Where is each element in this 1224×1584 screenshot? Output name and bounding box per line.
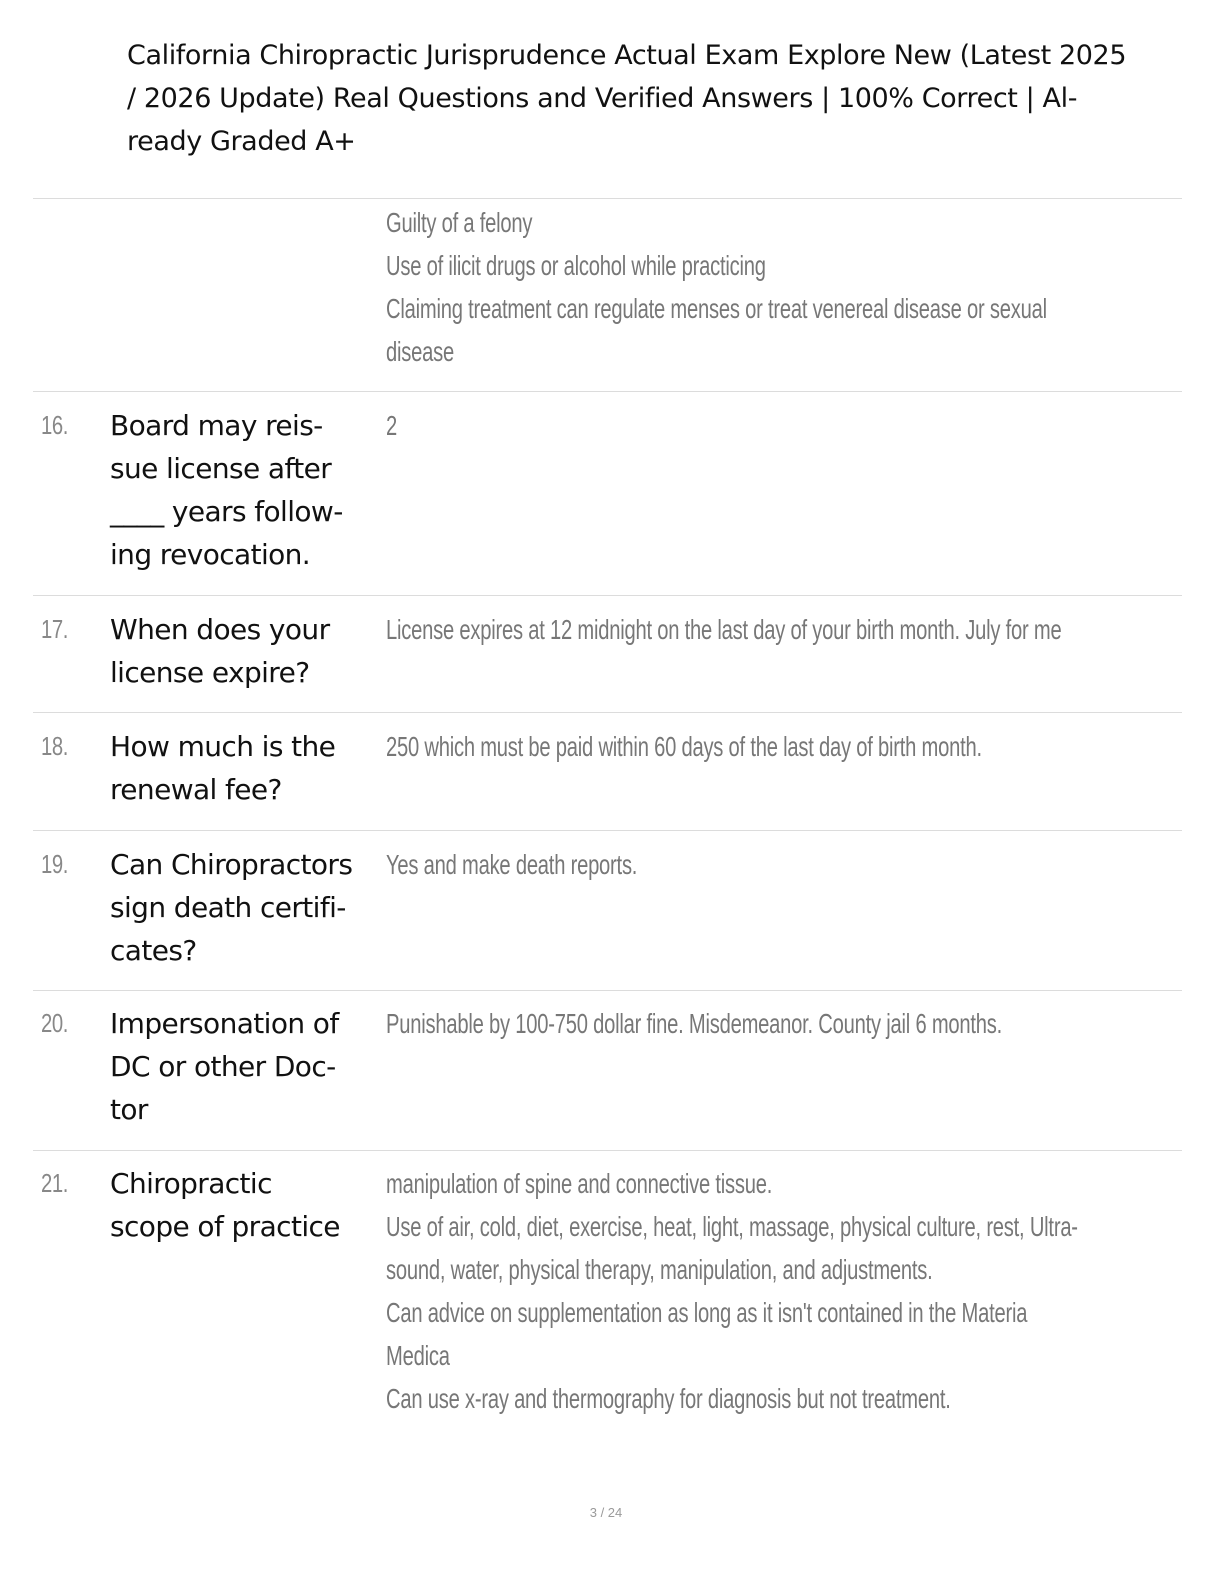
answer-line: License expires at 12 midnight on the last day of your birth month. July for me bbox=[386, 614, 1062, 645]
question-line: Impersonation of bbox=[110, 1007, 339, 1040]
question-number: 16. bbox=[41, 410, 69, 440]
answer-line: Can use x-ray and thermography for diagnosis but not treatment. bbox=[386, 1383, 951, 1414]
answer-line: Guilty of a felony bbox=[386, 207, 533, 238]
question-line: DC or other Doc- bbox=[110, 1050, 336, 1083]
question-number: 19. bbox=[41, 849, 69, 879]
title-line: ready Graded A+ bbox=[127, 126, 356, 157]
row-divider bbox=[33, 1150, 1182, 1151]
question-text bbox=[110, 404, 385, 576]
answer-line: disease bbox=[386, 336, 454, 367]
continued-answer bbox=[386, 201, 1047, 373]
question-number: 20. bbox=[41, 1008, 69, 1038]
question-number: 18. bbox=[41, 731, 69, 761]
question-line: Can Chiropractors bbox=[110, 848, 353, 881]
row-divider bbox=[33, 595, 1182, 596]
answer-line: Can advice on supplementation as long as it isn't contained in the Materia bbox=[386, 1297, 1028, 1328]
question-line: ____ years follow- bbox=[110, 495, 343, 528]
question-line: renewal fee? bbox=[110, 773, 282, 806]
question-line: scope of practice bbox=[110, 1210, 340, 1243]
answer-text bbox=[386, 1162, 1078, 1420]
answer-line: Punishable by 100-750 dollar fine. Misdemeanor. County jail 6 months. bbox=[386, 1008, 1003, 1039]
question-line: sign death certifi- bbox=[110, 891, 346, 924]
question-number: 17. bbox=[41, 614, 69, 644]
answer-text bbox=[386, 1002, 1002, 1045]
question-line: Board may reis- bbox=[110, 409, 323, 442]
title-line: California Chiropractic Jurisprudence Actual Exam Explore New (Latest 2025 bbox=[127, 40, 1127, 71]
question-line: cates? bbox=[110, 934, 197, 967]
question-line: Chiropractic bbox=[110, 1167, 272, 1200]
answer-line: sound, water, physical therapy, manipulation, and adjustments. bbox=[386, 1254, 933, 1285]
answer-text bbox=[386, 843, 637, 886]
answer-line: Medica bbox=[386, 1340, 450, 1371]
question-text bbox=[110, 1002, 385, 1131]
question-line: license expire? bbox=[110, 656, 310, 689]
answer-line: Claiming treatment can regulate menses or treat venereal disease or sexual bbox=[386, 293, 1047, 324]
question-line: ing revocation. bbox=[110, 538, 311, 571]
question-line: How much is the bbox=[110, 730, 336, 763]
question-line: sue license after bbox=[110, 452, 332, 485]
row-divider bbox=[33, 391, 1182, 392]
answer-line: Use of air, cold, diet, exercise, heat, light, massage, physical culture, rest, Ultra- bbox=[386, 1211, 1078, 1242]
page-number: 3 / 24 bbox=[589, 1505, 623, 1520]
question-text bbox=[110, 725, 385, 811]
answer-line: manipulation of spine and connective tissue. bbox=[386, 1168, 773, 1199]
title-line: / 2026 Update) Real Questions and Verified Answers | 100% Correct | Al- bbox=[127, 83, 1078, 114]
answer-text bbox=[386, 404, 397, 447]
answer-line: 250 which must be paid within 60 days of the last day of birth month. bbox=[386, 731, 982, 762]
answer-line: Yes and make death reports. bbox=[386, 849, 638, 880]
answer-line: 2 bbox=[386, 410, 398, 441]
question-line: tor bbox=[110, 1093, 148, 1126]
row-divider bbox=[33, 830, 1182, 831]
question-text bbox=[110, 1162, 385, 1248]
row-divider bbox=[33, 712, 1182, 713]
answer-text bbox=[386, 608, 1061, 651]
question-text bbox=[110, 608, 385, 694]
document-title bbox=[127, 34, 1224, 163]
answer-text bbox=[386, 725, 982, 768]
question-line: When does your bbox=[110, 613, 330, 646]
question-text bbox=[110, 843, 385, 972]
answer-line: Use of ilicit drugs or alcohol while practicing bbox=[386, 250, 766, 281]
row-divider bbox=[33, 990, 1182, 991]
question-number: 21. bbox=[41, 1168, 69, 1198]
row-divider bbox=[33, 198, 1182, 199]
